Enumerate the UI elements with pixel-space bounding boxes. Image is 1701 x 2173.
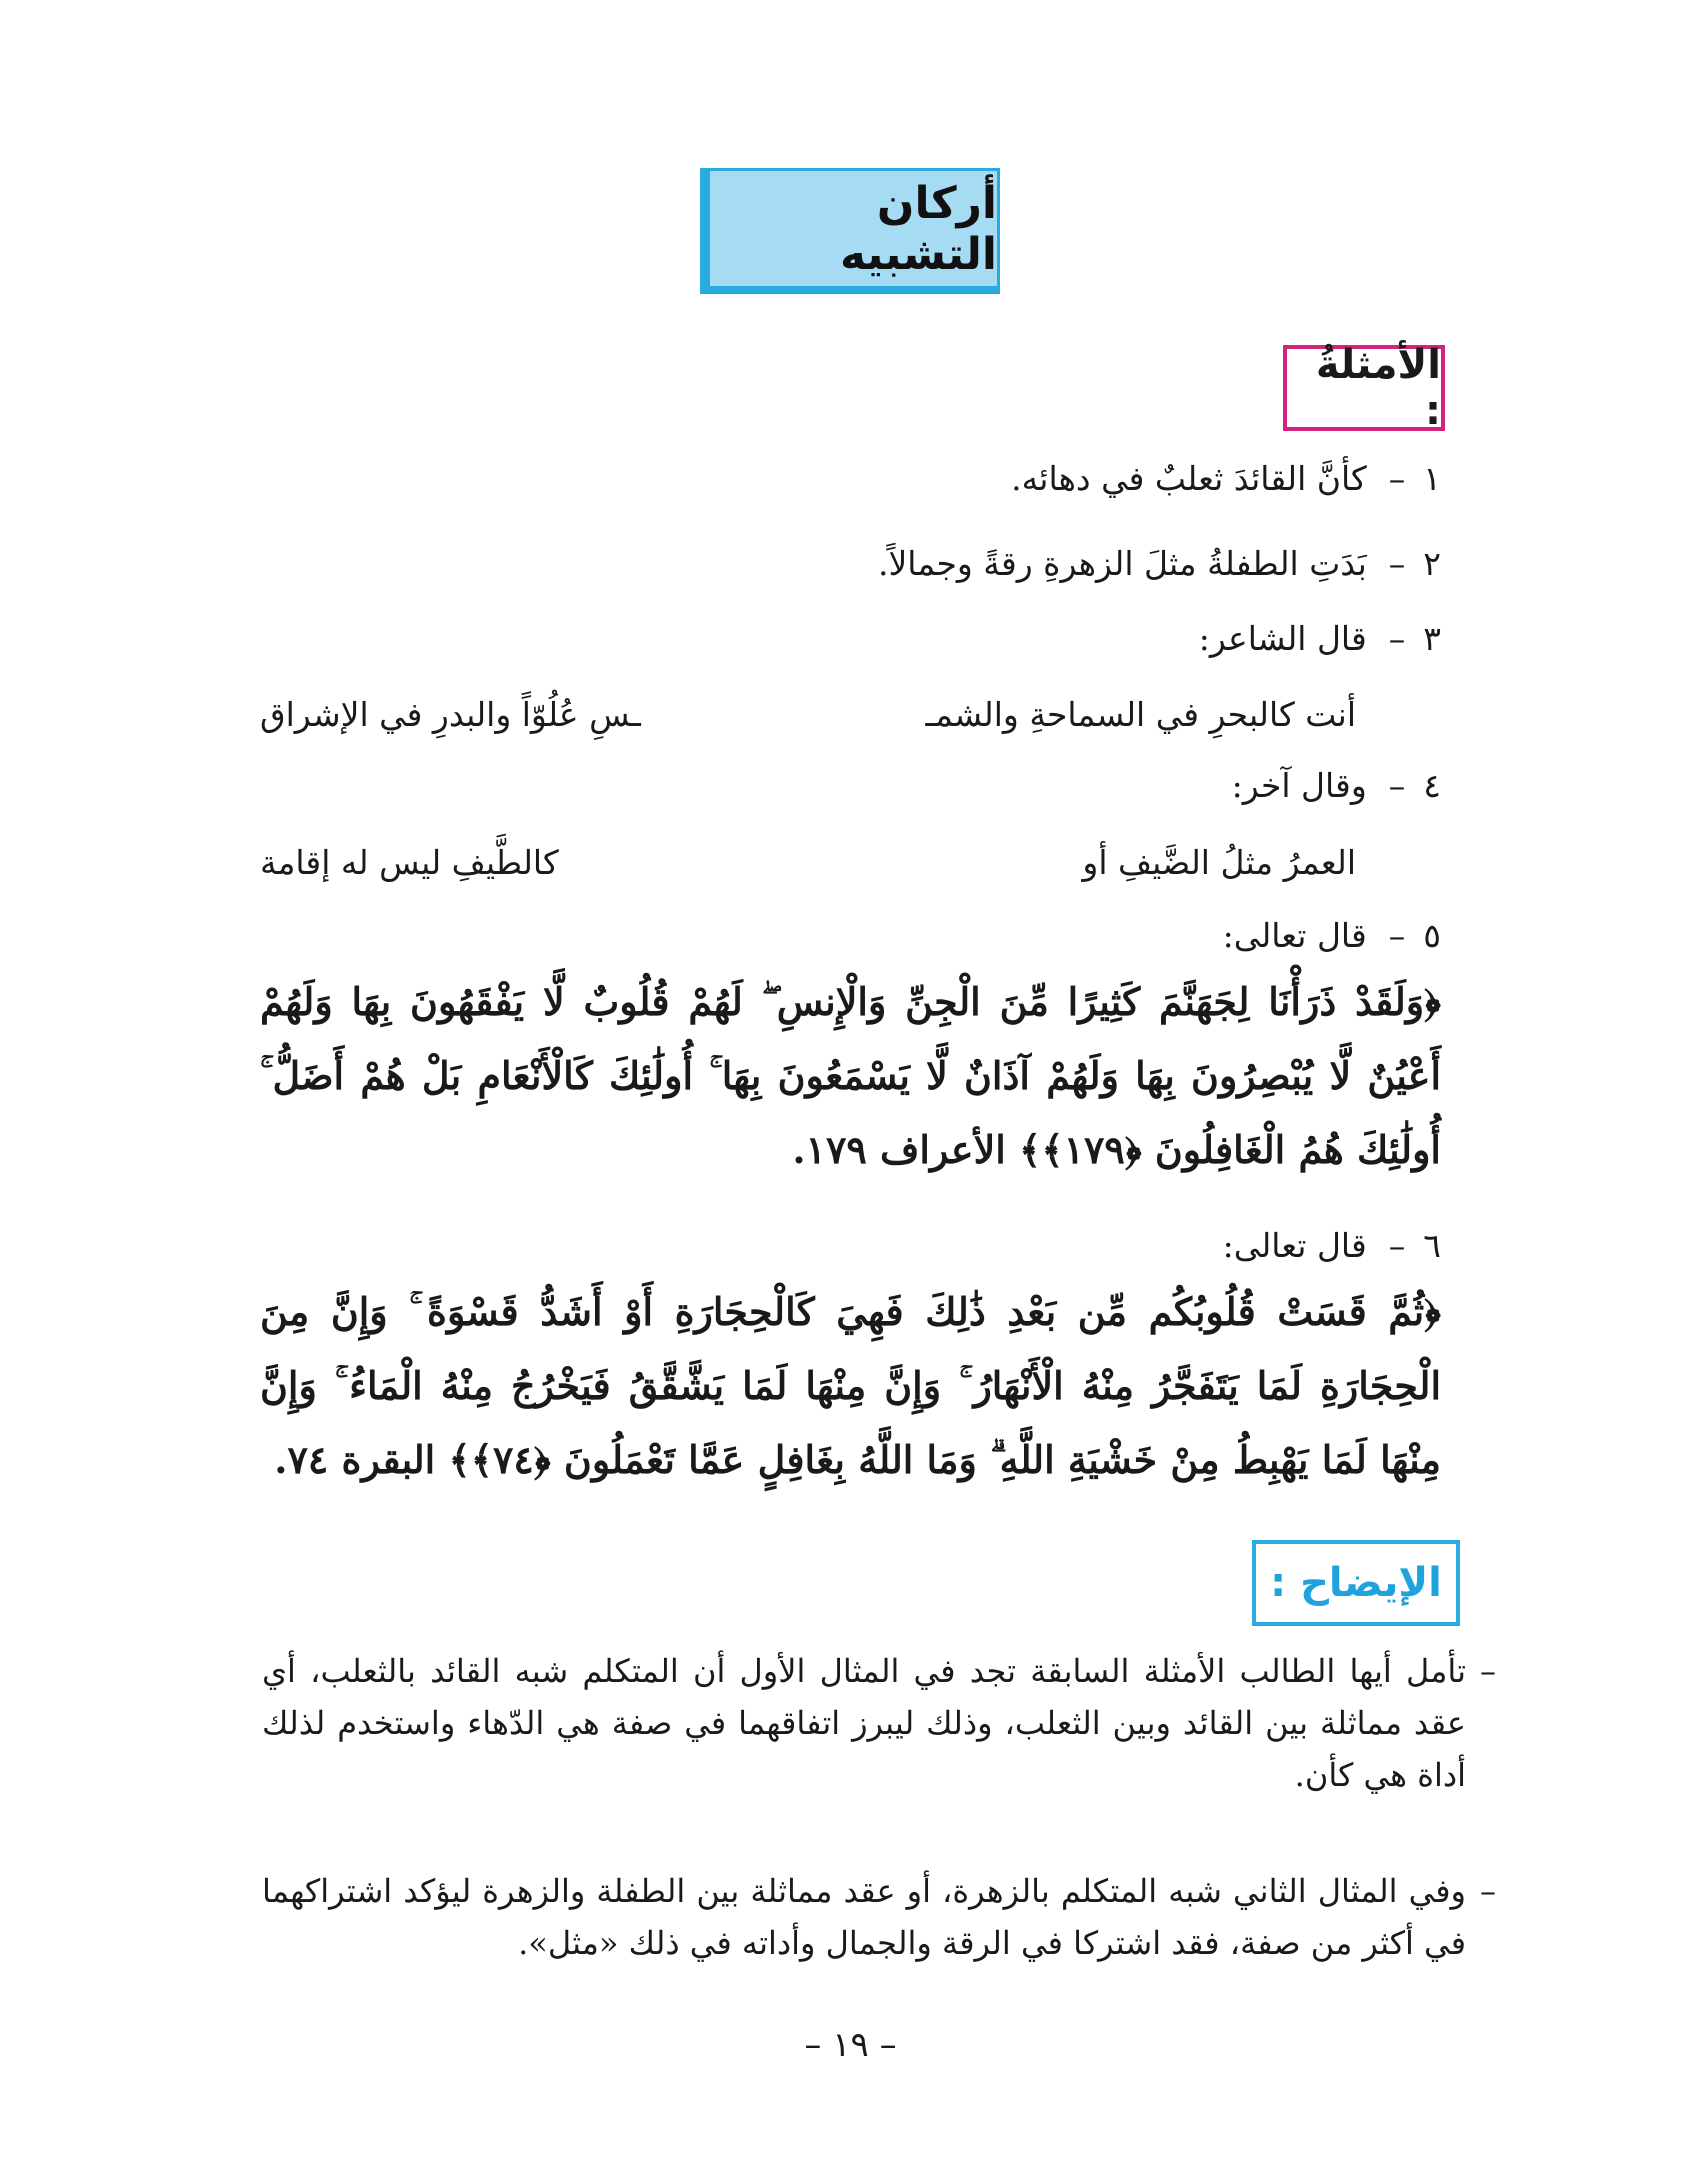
quran-verse: ﴿وَلَقَدْ ذَرَأْنَا لِجَهَنَّمَ كَثِيرًا مِّنَ الْجِنِّ وَالْإِنسِ ۖ لَهُمْ قُلُوبٌ لَّا يَفْقَهُونَ بِهَا وَلَهُمْ أَعْيُنٌ لَّا يُبْصِرُونَ بِهَا وَلَهُمْ آذَانٌ لَّا يَسْمَعُونَ بِهَا ۚ أُولَٰئِكَ كَالْأَنْعَامِ بَلْ هُمْ أَضَلُّ ۚ أُولَٰئِكَ هُمُ الْغَافِلُونَ ﴿١٧٩﴾﴾ الأعراف ١٧٩. (260, 979, 1441, 1172)
paragraph-text: تأمل أيها الطالب الأمثلة السابقة تجد في المثال الأول أن المتكلم شبه القائد بالثعلب، أي عقد مماثلة بين القائد وبين الثعلب، وذلك ليبرز اتفاقهما في صفة هي الدّهاء واستخدم لذلك أداة هي كأن. (262, 1652, 1467, 1794)
title-box (700, 168, 1000, 294)
example-item (878, 540, 1441, 588)
examples-heading (1283, 342, 1445, 434)
verse-first-hemistich: العمرُ مثلُ الضَّيفِ أو (1082, 843, 1356, 882)
example-number: ٤ (1423, 766, 1441, 805)
verse-second-hemistich: كالطَّيفِ ليس له إقامة (260, 843, 559, 882)
example-number: ٦ (1423, 1226, 1441, 1265)
example-number: ١ (1423, 459, 1441, 498)
example-item (1223, 912, 1441, 960)
verse-second-hemistich: ـسِ عُلُوّاً والبدرِ في الإشراق (260, 695, 641, 734)
explanation-paragraph (262, 1865, 1496, 1969)
example-text: كأنَّ القائدَ ثعلبٌ في دهائه. (1011, 459, 1367, 498)
example-dash: – (1388, 1226, 1406, 1265)
quran-verse: ﴿ثُمَّ قَسَتْ قُلُوبُكُم مِّن بَعْدِ ذَٰلِكَ فَهِيَ كَالْحِجَارَةِ أَوْ أَشَدُّ قَسْوَةً ۚ وَإِنَّ مِنَ الْحِجَارَةِ لَمَا يَتَفَجَّرُ مِنْهُ الْأَنْهَارُ ۚ وَإِنَّ مِنْهَا لَمَا يَشَّقَّقُ فَيَخْرُجُ مِنْهُ الْمَاءُ ۚ وَإِنَّ مِنْهَا لَمَا يَهْبِطُ مِنْ خَشْيَةِ اللَّهِ ۗ وَمَا اللَّهُ بِغَافِلٍ عَمَّا تَعْمَلُونَ ﴿٧٤﴾﴾ البقرة ٧٤. (260, 1289, 1442, 1482)
example-dash: – (1388, 766, 1406, 805)
example-text: قال الشاعر: (1198, 619, 1367, 658)
explanation-heading-label: الإيضاح : (1270, 1560, 1442, 1606)
example-text: قال تعالى: (1222, 916, 1367, 955)
paragraph-dash: – (1480, 1872, 1496, 1910)
example-item (1223, 1222, 1441, 1270)
paragraph-dash: – (1480, 1652, 1496, 1690)
example-dash: – (1388, 619, 1406, 658)
page-title: أركان التشبيه (840, 177, 997, 280)
example-dash: – (1388, 544, 1406, 583)
example-text: قال تعالى: (1222, 1226, 1367, 1265)
example-number: ٣ (1423, 619, 1441, 658)
example-dash: – (1388, 916, 1406, 955)
example-text: بَدَتِ الطفلةُ مثلَ الزهرةِ رقةً وجمالاً. (878, 544, 1367, 583)
paragraph-text: وفي المثال الثاني شبه المتكلم بالزهرة، أو عقد مماثلة بين الطفلة والزهرة ليؤكد اشتراكهما في أكثر من صفة، فقد اشتركا في الرقة والجمال وأداته في ذلك «مثل». (262, 1872, 1466, 1962)
poetry-verse (260, 690, 1356, 740)
example-dash: – (1388, 459, 1406, 498)
example-item (1199, 615, 1441, 663)
verse-first-hemistich: أنت كالبحرِ في السماحةِ والشمـ (925, 695, 1356, 734)
page-number: – ١٩ – (804, 2025, 897, 2065)
explanation-heading (1252, 1540, 1460, 1626)
explanation-paragraph (262, 1645, 1496, 1801)
example-item (1011, 455, 1441, 503)
example-item (1232, 762, 1441, 810)
example-number: ٢ (1423, 544, 1441, 583)
example-number: ٥ (1423, 916, 1441, 955)
examples-heading-label: الأمثلةُ : (1315, 342, 1441, 434)
example-text: وقال آخر: (1231, 766, 1367, 805)
poetry-verse (260, 838, 1356, 888)
